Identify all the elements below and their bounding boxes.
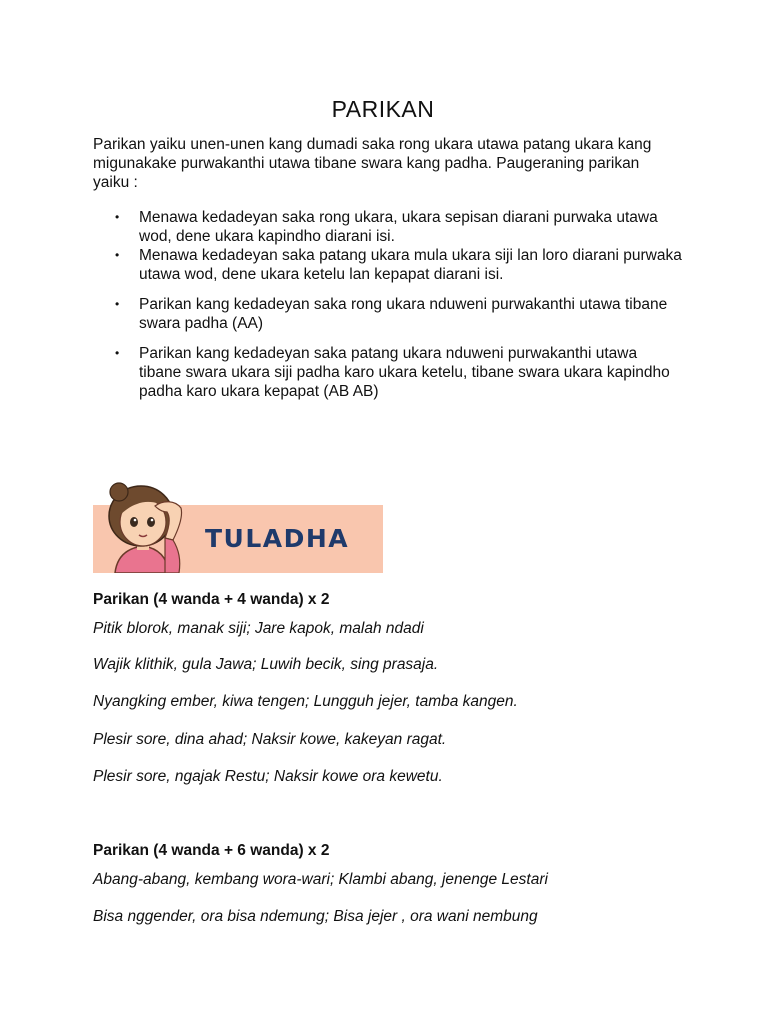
page-title: PARIKAN bbox=[331, 96, 435, 122]
example-line: Wajik klithik, gula Jawa; Luwih becik, sing prasaja. bbox=[93, 656, 439, 673]
section-heading: Parikan (4 wanda + 6 wanda) x 2 bbox=[93, 842, 330, 859]
list-item: • Menawa kedadeyan saka patang ukara mula ukara siji lan loro diarani purwaka utawa wod, dene ukara ketelu lan kepapat diarani isi. bbox=[115, 247, 682, 283]
bullet-icon: • bbox=[115, 346, 120, 360]
section-heading: Parikan (4 wanda + 4 wanda) x 2 bbox=[93, 591, 330, 608]
rules-list bbox=[93, 208, 683, 401]
example-line: Plesir sore, ngajak Restu; Naksir kowe ora kewetu. bbox=[93, 768, 443, 785]
tuladha-banner bbox=[93, 478, 383, 573]
example-line: Pitik blorok, manak siji; Jare kapok, malah ndadi bbox=[93, 620, 424, 637]
bullet-icon: • bbox=[115, 248, 120, 262]
example-line: Nyangking ember, kiwa tengen; Lungguh jejer, tamba kangen. bbox=[93, 693, 518, 710]
list-item: • Menawa kedadeyan saka rong ukara, ukara sepisan diarani purwaka utawa wod, dene ukara kapindho diarani isi. bbox=[115, 209, 658, 245]
intro-paragraph: Parikan yaiku unen-unen kang dumadi saka rong ukara utawa patang ukara kang migunakake purwakanthi utawa tibane swara kang padha. Paugeraning parikan yaiku : bbox=[93, 136, 652, 191]
example-line: Plesir sore, dina ahad; Naksir kowe, kakeyan ragat. bbox=[93, 731, 447, 748]
banner-label: TULADHA bbox=[205, 524, 350, 553]
list-item: • Parikan kang kedadeyan saka rong ukara nduweni purwakanthi utawa tibane swara padha (AA) bbox=[115, 296, 668, 332]
example-line: Abang-abang, kembang wora-wari; Klambi abang, jenenge Lestari bbox=[93, 871, 548, 888]
saluting-girl-icon bbox=[93, 478, 205, 573]
example-line: Bisa nggender, ora bisa ndemung; Bisa jejer , ora wani nembung bbox=[93, 908, 538, 925]
bullet-icon: • bbox=[115, 297, 120, 311]
list-item: • Parikan kang kedadeyan saka patang ukara nduweni purwakanthi utawa tibane swara ukara siji padha karo ukara ketelu, tibane swara ukara kapindho padha karo ukara kepapat (AB AB) bbox=[115, 345, 670, 400]
bullet-icon: • bbox=[115, 210, 120, 224]
